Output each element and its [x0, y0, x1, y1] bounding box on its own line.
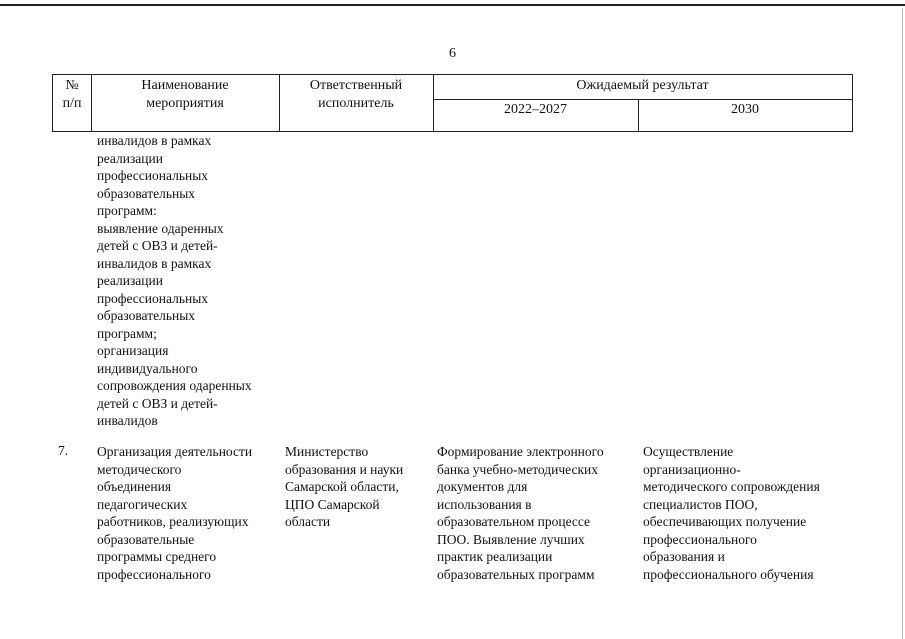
page-number: 6 — [449, 46, 456, 61]
row7-executor-cell: Министерство образования и науки Самарской области, ЦПО Самарской области — [285, 444, 404, 529]
row7-result-2030-cell: Осуществление организационно- методического сопровождения специалистов ПОО, обеспечивающих получение профессионального образования и профессионального обучения — [643, 444, 820, 582]
header-subdivider — [433, 99, 852, 100]
header-num: № п/п — [62, 78, 82, 111]
row7-result-2022-2027-cell: Формирование электронного банка учебно-методических документов для использования в образовательном процессе ПОО. Выявление лучших практик реализации образовательных программ — [437, 444, 604, 582]
table-header — [52, 74, 853, 132]
header-expected-result: Ожидаемый результат — [576, 78, 709, 93]
continuation-name-cell: инвалидов в рамках реализации профессиональных образовательных программ: выявление одаренных детей с ОВЗ и детей- инвалидов в рамках реализации профессиональных образовательных программ; организация индивидуального сопровождения одаренных детей с ОВЗ и детей- инвалидов — [97, 133, 252, 428]
header-executor: Ответственный исполнитель — [309, 78, 403, 111]
header-period-2022-2027: 2022–2027 — [504, 102, 567, 117]
row-number: 7. — [58, 443, 69, 458]
right-edge-line — [902, 8, 903, 639]
header-name: Наименование мероприятия — [141, 78, 229, 111]
row7-name-cell: Организация деятельности методического объединения педагогических работников, реализующих образовательные программы среднего профессионального — [97, 444, 253, 582]
header-period-2030: 2030 — [731, 102, 759, 117]
top-border-line — [0, 4, 905, 6]
